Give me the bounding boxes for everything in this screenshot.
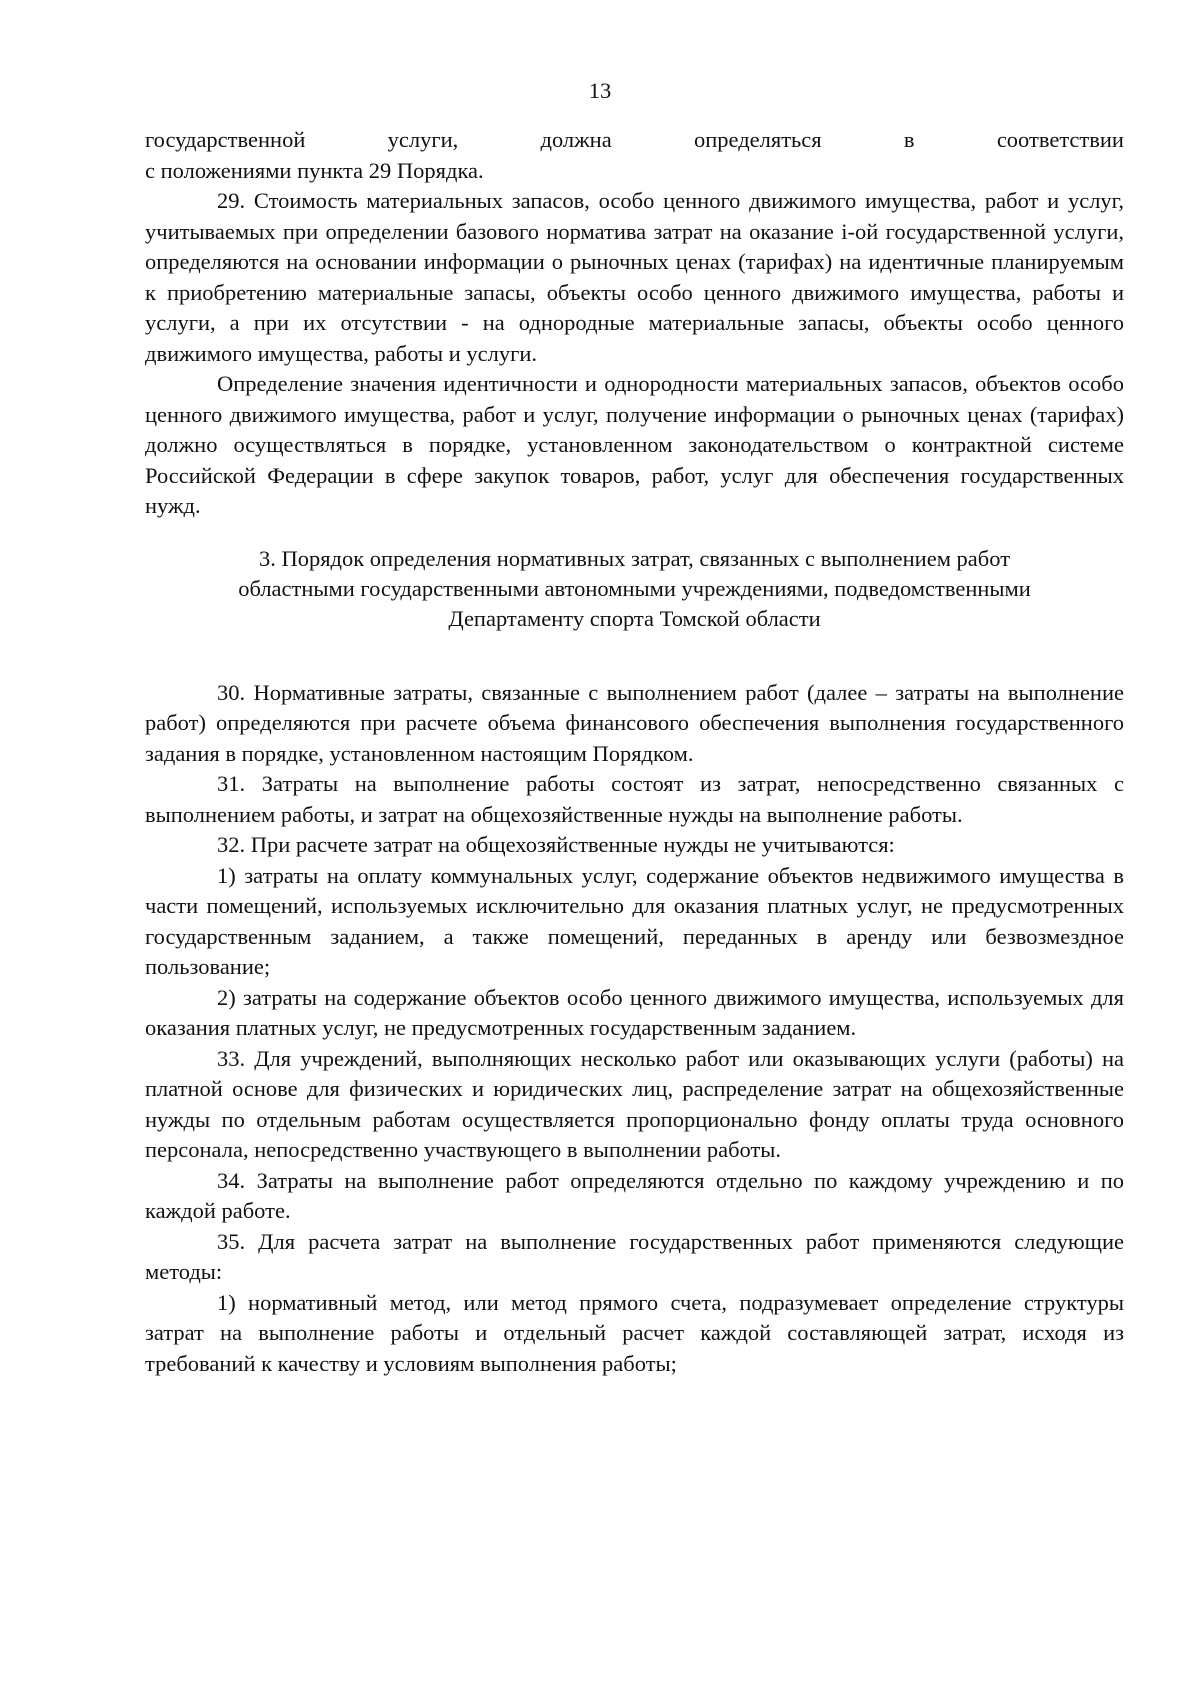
section-heading-line: Департаменту спорта Томской области <box>448 605 821 631</box>
paragraph-identity-definition: Определение значения идентичности и однородности материальных запасов, объектов особо ценного движимого имущества, работ и услуг, получение информации о рыночных ценах (тарифах) должно осуществляться в порядке, установленном законодательством о контрактной системе Российской Федерации в сфере закупок товаров, работ, услуг для обеспечения государственных нужд. <box>145 371 1124 518</box>
intro-word: соответствии <box>996 127 1124 152</box>
section-heading-line: 3. Порядок определения нормативных затрат, связанных с выполнением работ <box>258 545 1011 571</box>
paragraph-34: 34. Затраты на выполнение работ определяются отдельно по каждому учреждению и по каждой работе. <box>145 1167 1124 1223</box>
paragraph-31: 31. Затраты на выполнение работы состоят из затрат, непосредственно связанных с выполнением работы, и затрат на общехозяйственные нужды на выполнение работы. <box>145 771 1124 827</box>
intro-word: услуги, <box>387 127 459 152</box>
section-heading <box>145 544 1124 634</box>
intro-line-1 <box>145 125 1124 156</box>
paragraph-35-item-1: 1) нормативный метод, или метод прямого счета, подразумевает определение структуры затрат на выполнение работы и отдельный расчет каждой составляющей затрат, исходя из требований к качеству и условиям выполнения работы; <box>145 1289 1124 1376</box>
intro-word: определяться <box>693 127 822 152</box>
paragraph-32: 32. При расчете затрат на общехозяйственные нужды не учитываются: <box>217 832 895 857</box>
paragraph-33: 33. Для учреждений, выполняющих несколько работ или оказывающих услуги (работы) на платной основе для физических и юридических лиц, распределение затрат на общехозяйственные нужды по отдельным работам осуществляется пропорционально фонду оплаты труда основного персонала, непосредственно участвующего в выполнении работы. <box>145 1045 1124 1162</box>
section-heading-line: областными государственными автономными учреждениями, подведомственными <box>238 575 1031 601</box>
page-number: 13 <box>588 78 612 103</box>
paragraph-29: 29. Стоимость материальных запасов, особо ценного движимого имущества, работ и услуг, учитываемых при определении базового норматива затрат на оказание i-ой государственной услуги, определяются на основании информации о рыночных ценах (тарифах) на идентичные планируемым к приобретению материальные запасы, объекты особо ценного движимого имущества, работы и услуги, а при их отсутствии - на однородные материальные запасы, объекты особо ценного движимого имущества, работы и услуги. <box>145 188 1124 366</box>
intro-word: должна <box>540 127 612 152</box>
paragraph-32-item-2: 2) затраты на содержание объектов особо ценного движимого имущества, используемых для оказания платных услуг, не предусмотренных государственным заданием. <box>145 984 1124 1040</box>
document-body <box>145 125 1124 1379</box>
intro-line-2: с положениями пункта 29 Порядка. <box>145 157 484 183</box>
intro-word: государственной <box>145 127 306 152</box>
paragraph-35: 35. Для расчета затрат на выполнение государственных работ применяются следующие методы: <box>145 1228 1124 1284</box>
paragraph-30: 30. Нормативные затраты, связанные с выполнением работ (далее – затраты на выполнение работ) определяются при расчете объема финансового обеспечения выполнения государственного задания в порядке, установленном настоящим Порядком. <box>145 679 1124 766</box>
paragraph-32-item-1: 1) затраты на оплату коммунальных услуг, содержание объектов недвижимого имущества в части помещений, используемых исключительно для оказания платных услуг, не предусмотренных государственным заданием, а также помещений, переданных в аренду или безвозмездное пользование; <box>145 862 1124 979</box>
intro-word: в <box>903 127 915 152</box>
